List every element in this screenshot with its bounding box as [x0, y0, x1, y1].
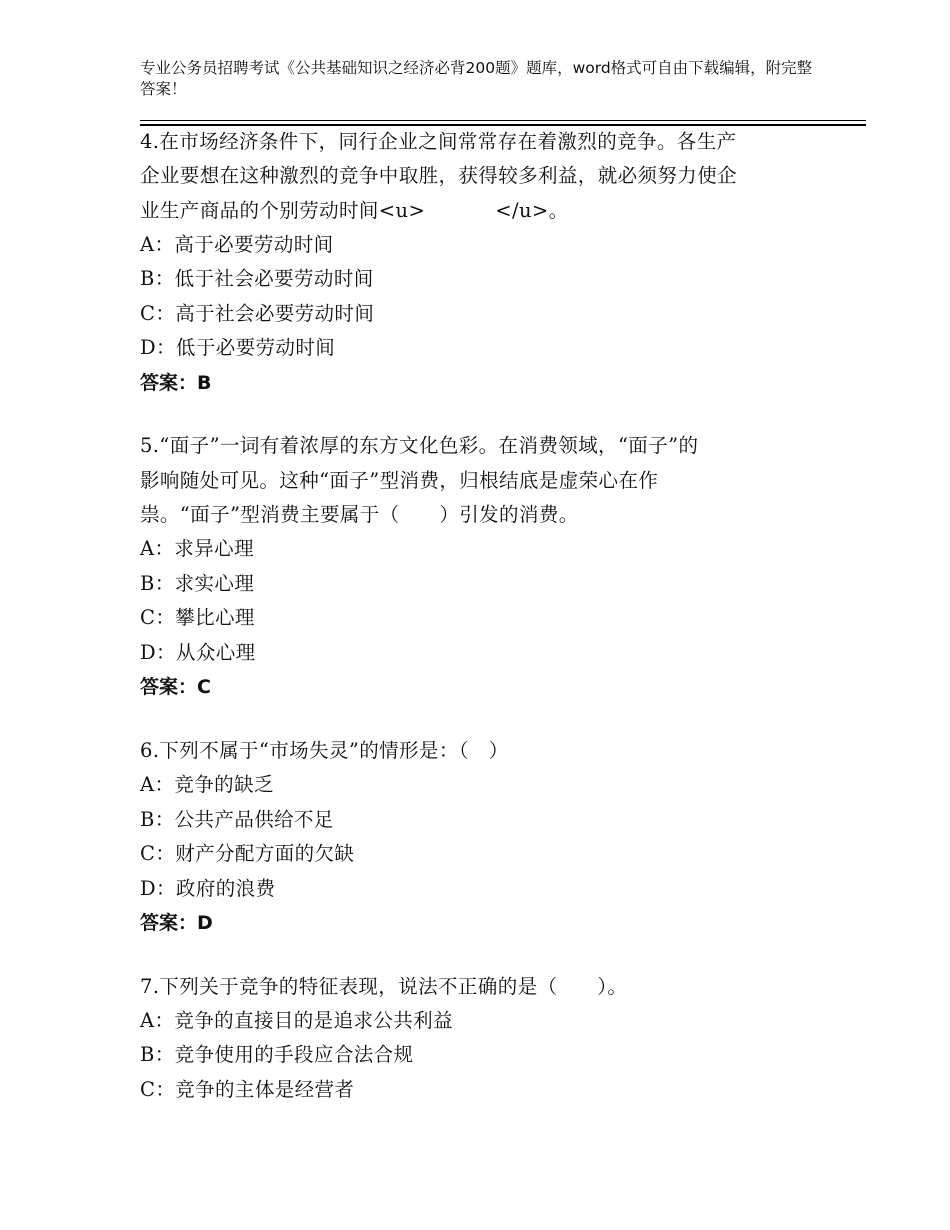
- stem-line: 企业要想在这种激烈的竞争中取胜，获得较多利益，就必须努力使企: [140, 164, 738, 188]
- option-b: B：竞争使用的手段应合法合规: [140, 1043, 414, 1067]
- question-stem: [140, 125, 800, 228]
- option-b: B：低于社会必要劳动时间: [140, 267, 374, 291]
- option-c: C：攀比心理: [140, 606, 255, 630]
- option-c: C：财产分配方面的欠缺: [140, 842, 355, 866]
- question-4: [140, 125, 800, 400]
- stem-line: 5.“面子”一词有着浓厚的东方文化色彩。在消费领域，“面子”的: [140, 434, 699, 458]
- option-a: A：高于必要劳动时间: [140, 232, 334, 256]
- option-d: D：从众心理: [140, 640, 256, 664]
- option-a: A：竞争的缺乏: [140, 773, 274, 797]
- option-a: A：求异心理: [140, 537, 254, 561]
- stem-line: </u>。: [495, 198, 569, 222]
- question-7: [140, 970, 800, 1108]
- stem-line: 4.在市场经济条件下，同行企业之间常常存在着激烈的竞争。各生产: [140, 130, 737, 153]
- answer: 答案：D: [140, 912, 213, 935]
- stem-line: 影响随处可见。这种“面子”型消费，归根结底是虚荣心在作: [140, 468, 659, 492]
- stem-line: 祟。“面子”型消费主要属于（ ）引发的消费。: [140, 502, 579, 526]
- option-c: C：高于社会必要劳动时间: [140, 301, 375, 325]
- option-d: D：低于必要劳动时间: [140, 336, 336, 360]
- option-a: A：竞争的直接目的是追求公共利益: [140, 1008, 453, 1032]
- option-b: B：公共产品供给不足: [140, 807, 334, 831]
- question-5: [140, 429, 800, 704]
- question-6: [140, 734, 800, 941]
- option-b: B：求实心理: [140, 571, 255, 595]
- answer: 答案：C: [140, 676, 211, 699]
- option-c: C：竞争的主体是经营者: [140, 1077, 355, 1101]
- header-text: 专业公务员招聘考试《公共基础知识之经济必背200题》题库，word格式可自由下载编辑，附完整答案！: [140, 59, 813, 98]
- question-stem: [140, 429, 800, 532]
- stem-line: 业生产商品的个别劳动时间<u>: [140, 198, 426, 222]
- question-stem: 7.下列关于竞争的特征表现，说法不正确的是（ ）。: [140, 974, 628, 998]
- question-stem: 6.下列不属于“市场失灵”的情形是：（ ）: [140, 738, 509, 762]
- question-list: [140, 125, 800, 1136]
- option-d: D：政府的浪费: [140, 876, 276, 900]
- document-header: [140, 58, 820, 100]
- answer: 答案：B: [140, 371, 212, 394]
